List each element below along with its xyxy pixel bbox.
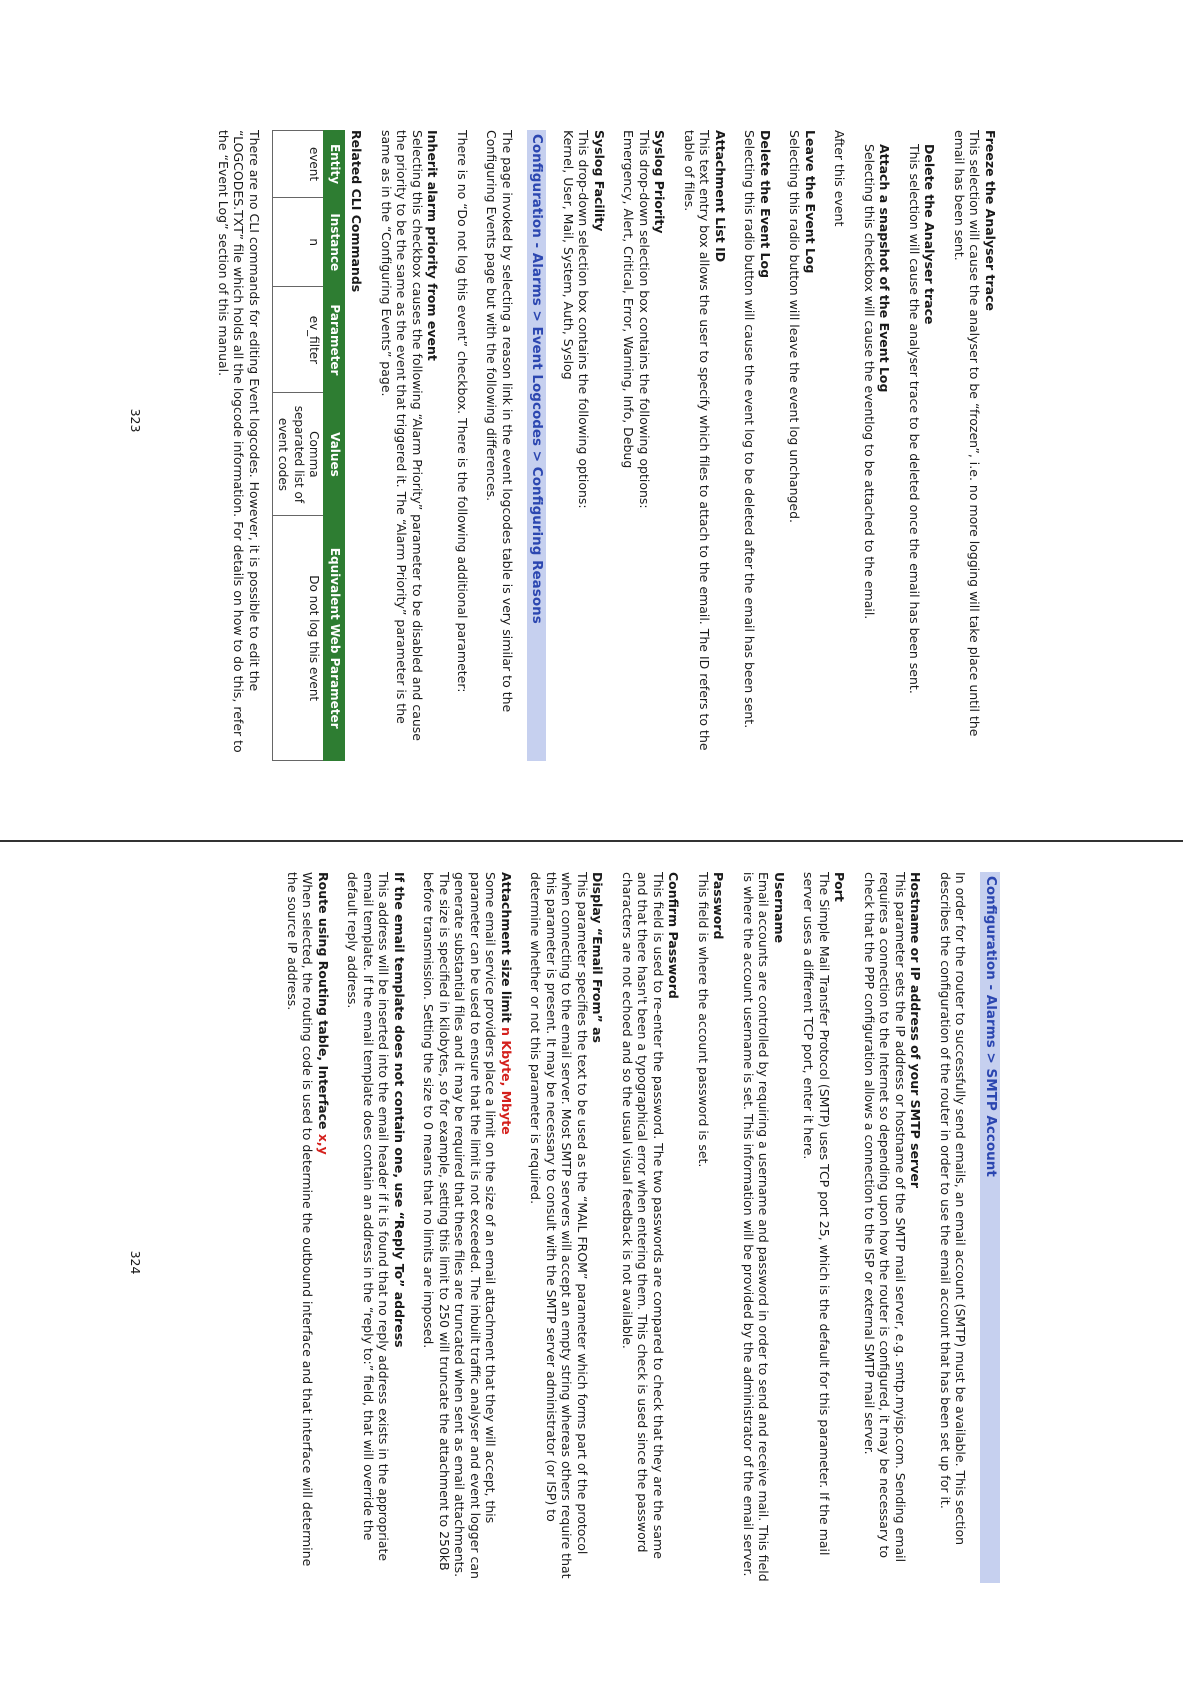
table-row xyxy=(273,131,325,761)
configuring-reasons-intro: The page invoked by selecting a reason link in the event logcodes table is very similar to the Configuring Events page but with the following differences. xyxy=(484,130,515,713)
section-heading-configuring-reasons: Configuration - Alarms > Event Logcodes > Configuring Reasons xyxy=(527,130,547,761)
delete-log-title: Delete the Event Log xyxy=(758,130,773,279)
freeze-analyser-text: This selection will cause the analyser to be “frozen”, i.e. no more logging will take place until the email has been sent. xyxy=(952,130,983,737)
attachment-size-heading xyxy=(499,872,515,1583)
route-text: When selected, the routing code is used to determine the outbound interface and that interface will determine the source IP address. xyxy=(285,872,316,1567)
table-header-entity: Entity xyxy=(324,131,345,198)
attach-snapshot-block xyxy=(862,144,893,761)
section-heading-smtp-account: Configuration - Alarms > SMTP Account xyxy=(981,872,1001,1583)
delete-log-text: Selecting this radio button will cause the event log to be deleted after the email has been sent. xyxy=(742,130,758,729)
attachment-size-units: n Kbyte, Mbyte xyxy=(499,1027,514,1135)
reply-to-text: This address will be inserted into the email header if it is found that no reply address exists in the appropriate email template. If the email template does contain an address in the “reply to:” field, that will override the default reply address. xyxy=(345,872,392,1562)
page-number-324: 324 xyxy=(128,1250,143,1275)
table-cell-values: Comma separated list of event codes xyxy=(273,393,325,516)
page-323-sheet xyxy=(0,0,1183,841)
table-cell-parameter: ev_filter xyxy=(273,287,325,393)
page-324-content xyxy=(271,842,1183,1683)
username-block xyxy=(741,872,788,1583)
cli-commands-heading xyxy=(349,130,365,761)
attachment-size-block xyxy=(421,872,514,1583)
leave-log-text: Selecting this radio button will leave the event log unchanged. xyxy=(787,130,803,524)
cli-commands-title: Related CLI Commands xyxy=(349,130,365,293)
leave-log-title: Leave the Event Log xyxy=(803,130,818,274)
syslog-priority-title: Syslog Priority xyxy=(652,130,668,234)
no-log-text: There is no “Do not log this event” checkbox. There is the following additional parameter: xyxy=(455,130,470,693)
page-323-content xyxy=(202,0,1183,841)
table-cell-instance: n xyxy=(273,198,325,287)
inherit-priority-text: Selecting this checkbox causes the following “Alarm Priority” parameter to be disabled and cause the priority to be the same as the event that triggered it. The “Alarm Priority” parameter is the same as in the “Configuring Events” page. xyxy=(379,130,425,741)
confirm-password-block xyxy=(620,872,682,1583)
port-block xyxy=(801,872,848,1583)
attachment-list-title: Attachment List ID xyxy=(713,130,728,263)
syslog-facility-block xyxy=(561,130,608,761)
freeze-analyser-title: Freeze the Analyser trace xyxy=(983,130,998,312)
syslog-facility-title: Syslog Facility xyxy=(592,130,607,232)
port-text: The Simple Mail Transfer Protocol (SMTP) uses TCP port 25, which is the default for this parameter. If the mail server uses a different TCP port, enter it here. xyxy=(801,872,832,1556)
leave-log-block xyxy=(787,130,818,761)
reply-to-block xyxy=(345,872,407,1583)
attach-snapshot-title: Attach a snapshot of the Event Log xyxy=(877,144,893,393)
after-event-text: After this event xyxy=(832,130,848,227)
port-title: Port xyxy=(832,872,848,902)
username-text: Email accounts are controlled by requiring a username and password in order to send and receive mail. This field is where the account username is set. This information will be provided by the administrator of the email server. xyxy=(741,872,772,1582)
syslog-priority-options: Emergency, Alert, Critical, Error, Warning, Info, Debug xyxy=(621,130,637,469)
page-number-323: 323 xyxy=(128,408,143,433)
attach-snapshot-text: Selecting this checkbox will cause the eventlog to be attached to the email. xyxy=(862,144,877,620)
username-title: Username xyxy=(772,872,787,944)
table-header-parameter: Parameter xyxy=(324,287,345,393)
delete-analyser-title: Delete the Analyser trace xyxy=(922,144,938,325)
syslog-facility-text: This drop-down selection box contains the following options: xyxy=(576,130,592,509)
page-323-rotated xyxy=(0,0,1183,841)
display-from-text: This parameter specifies the text to be used as the “MAIL FROM” parameter which forms part of the protocol when connecting to the email server. Most SMTP servers will accept an empty string whereas others require that this parameter is present. It may be necessary to consult with the SMTP server administrator (or ISP) to determine whether or not this parameter is required. xyxy=(528,872,590,1579)
route-heading xyxy=(316,872,332,1583)
confirm-password-text: This field is used to re-enter the password. The two passwords are compared to check that they are the same and that there hasn't been a typographical error when entering them. This check is used since the password characters are not echoed and so the usual visual feedback is not available. xyxy=(620,872,666,1559)
password-text: This field is where the account password is set. xyxy=(696,872,711,1168)
route-params: x,y xyxy=(316,1133,331,1155)
hostname-block xyxy=(862,872,924,1583)
attachment-size-text: Some email service providers place a limit on the size of an email attachment that they will accept, this parameter can be used to ensure that the limit is not exceeded. The inbuilt traffic analyser and event logger can generate substantial files and it may be required that these files are truncated when sent as email attachments. The size is specified in kilobytes, so for example, setting this limit to 250 will truncate the attachment to 250kB before transmission. Setting the size to 0 means that no limits are imposed. xyxy=(421,872,499,1579)
route-block xyxy=(285,872,332,1583)
smtp-intro: In order for the router to successfully send emails, an email account (SMTP) must be available. This section describes the configuration of the router in order to use the email account that has been set up for it. xyxy=(938,872,969,1546)
syslog-priority-text: This drop-down selection box contains the following options: xyxy=(637,130,652,509)
route-title: Route using Routing table, Interface xyxy=(316,872,331,1130)
syslog-priority-block xyxy=(621,130,668,761)
attachment-list-text: This text entry box allows the user to specify which files to attach to the email. The ID refers to the table of files. xyxy=(682,130,713,751)
password-block xyxy=(696,872,727,1583)
table-header-values: Values xyxy=(324,393,345,516)
table-header-row xyxy=(324,131,345,761)
freeze-analyser-block xyxy=(952,130,999,761)
table-cell-entity: event xyxy=(273,131,325,198)
cli-commands-table xyxy=(272,130,345,761)
table-cell-web-parameter: Do not log this event xyxy=(273,516,325,761)
hostname-text: This parameter sets the IP address or hostname of the SMTP mail server, e.g. smtp.myisp.com. Sending email requires a connection to the Internet so depending upon how the router is configured, it may be necessary to check that the PPP configuration allows a connection to the ISP or external SMTP mail server. xyxy=(862,872,908,1563)
reply-to-title: If the email template does not contain one, use “Reply To” address xyxy=(392,872,407,1348)
syslog-facility-options: Kernel, User, Mail, System, Auth, Syslog xyxy=(561,130,576,380)
display-from-title: Display “Email From” as xyxy=(590,872,606,1043)
password-title: Password xyxy=(711,872,727,940)
display-from-block xyxy=(528,872,606,1583)
hostname-title: Hostname or IP address of your SMTP server xyxy=(908,872,924,1189)
page-324-sheet xyxy=(0,841,1183,1682)
table-header-web-parameter: Equivalent Web Parameter xyxy=(324,516,345,761)
table-header-instance: Instance xyxy=(324,198,345,287)
delete-analyser-block xyxy=(907,144,938,761)
confirm-password-title: Confirm Password xyxy=(666,872,682,999)
attachment-list-block xyxy=(682,130,729,761)
inherit-priority-block xyxy=(379,130,441,761)
page-324-rotated xyxy=(0,842,1183,1683)
delete-analyser-text: This selection will cause the analyser trace to be deleted once the email has been sent. xyxy=(907,144,922,694)
delete-log-block xyxy=(742,130,773,761)
inherit-priority-title: Inherit alarm priority from event xyxy=(425,130,441,361)
closing-text: There are no CLI commands for editing Event logcodes. However, it is possible to edit the “LOGCODES.TXT” file which holds all the logcode information. For details on how to do this, refer to the “Event Log” section of this manual. xyxy=(216,130,262,753)
attachment-size-title: Attachment size limit xyxy=(499,872,514,1023)
